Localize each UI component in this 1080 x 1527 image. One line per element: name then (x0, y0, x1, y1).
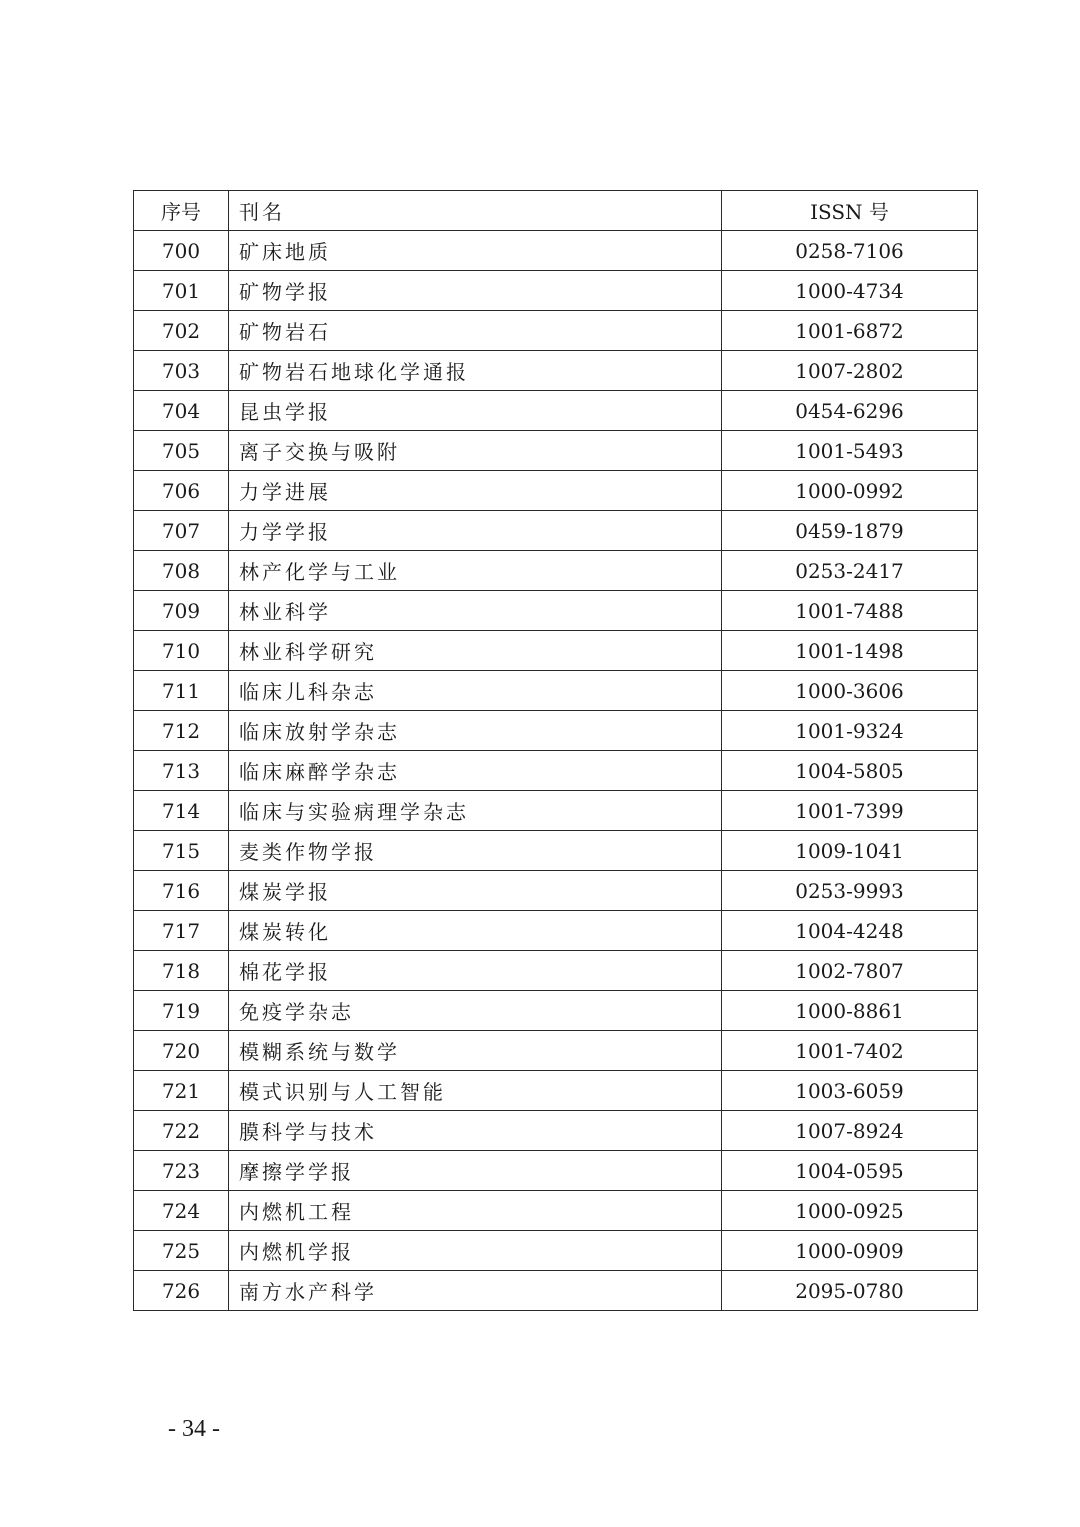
cell-journal-name: 煤炭转化 (229, 911, 722, 951)
cell-issn: 0258-7106 (722, 231, 978, 271)
cell-issn: 1001-7399 (722, 791, 978, 831)
cell-journal-name: 内燃机学报 (229, 1231, 722, 1271)
cell-journal-name: 临床儿科杂志 (229, 671, 722, 711)
cell-issn: 0253-9993 (722, 871, 978, 911)
cell-issn: 1001-7402 (722, 1031, 978, 1071)
table-row (134, 551, 978, 591)
cell-serial-number: 715 (134, 831, 229, 871)
table-row (134, 911, 978, 951)
cell-issn: 2095-0780 (722, 1271, 978, 1311)
cell-journal-name: 林业科学 (229, 591, 722, 631)
cell-journal-name: 临床麻醉学杂志 (229, 751, 722, 791)
cell-serial-number: 710 (134, 631, 229, 671)
cell-issn: 1001-1498 (722, 631, 978, 671)
cell-journal-name: 南方水产科学 (229, 1271, 722, 1311)
cell-journal-name: 煤炭学报 (229, 871, 722, 911)
cell-serial-number: 705 (134, 431, 229, 471)
cell-issn: 1009-1041 (722, 831, 978, 871)
cell-serial-number: 713 (134, 751, 229, 791)
table-row (134, 471, 978, 511)
cell-issn: 1000-0992 (722, 471, 978, 511)
cell-serial-number: 723 (134, 1151, 229, 1191)
cell-serial-number: 722 (134, 1111, 229, 1151)
cell-issn: 1000-8861 (722, 991, 978, 1031)
page-number: - 34 - (168, 1416, 220, 1442)
table-row (134, 751, 978, 791)
table-row (134, 671, 978, 711)
cell-serial-number: 706 (134, 471, 229, 511)
cell-serial-number: 717 (134, 911, 229, 951)
cell-issn: 1001-9324 (722, 711, 978, 751)
cell-serial-number: 716 (134, 871, 229, 911)
cell-issn: 1001-7488 (722, 591, 978, 631)
cell-serial-number: 703 (134, 351, 229, 391)
cell-journal-name: 离子交换与吸附 (229, 431, 722, 471)
cell-journal-name: 矿物岩石 (229, 311, 722, 351)
cell-journal-name: 模糊系统与数学 (229, 1031, 722, 1071)
table-row (134, 351, 978, 391)
table-row (134, 991, 978, 1031)
cell-journal-name: 矿物岩石地球化学通报 (229, 351, 722, 391)
cell-issn: 1003-6059 (722, 1071, 978, 1111)
table-row (134, 1031, 978, 1071)
table-header-row (134, 191, 978, 231)
header-issn: ISSN 号 (722, 191, 978, 231)
table-row (134, 831, 978, 871)
cell-serial-number: 700 (134, 231, 229, 271)
cell-issn: 1004-4248 (722, 911, 978, 951)
cell-journal-name: 膜科学与技术 (229, 1111, 722, 1151)
cell-issn: 1007-2802 (722, 351, 978, 391)
cell-journal-name: 矿床地质 (229, 231, 722, 271)
header-journal-name: 刊名 (229, 191, 722, 231)
cell-serial-number: 720 (134, 1031, 229, 1071)
cell-issn: 1004-0595 (722, 1151, 978, 1191)
cell-journal-name: 内燃机工程 (229, 1191, 722, 1231)
cell-issn: 1000-3606 (722, 671, 978, 711)
table-row (134, 1111, 978, 1151)
cell-serial-number: 718 (134, 951, 229, 991)
table-row (134, 271, 978, 311)
cell-issn: 1004-5805 (722, 751, 978, 791)
table-row (134, 591, 978, 631)
table-row (134, 231, 978, 271)
cell-serial-number: 711 (134, 671, 229, 711)
cell-issn: 1001-6872 (722, 311, 978, 351)
cell-issn: 1000-0925 (722, 1191, 978, 1231)
table-body (134, 231, 978, 1311)
table-row (134, 311, 978, 351)
table-row (134, 791, 978, 831)
table-row (134, 391, 978, 431)
cell-journal-name: 林产化学与工业 (229, 551, 722, 591)
table-row (134, 1271, 978, 1311)
cell-serial-number: 719 (134, 991, 229, 1031)
table-row (134, 1151, 978, 1191)
cell-serial-number: 708 (134, 551, 229, 591)
cell-serial-number: 712 (134, 711, 229, 751)
cell-serial-number: 702 (134, 311, 229, 351)
cell-serial-number: 704 (134, 391, 229, 431)
cell-serial-number: 701 (134, 271, 229, 311)
cell-journal-name: 林业科学研究 (229, 631, 722, 671)
journal-table (133, 190, 978, 1311)
cell-journal-name: 摩擦学学报 (229, 1151, 722, 1191)
cell-issn: 1002-7807 (722, 951, 978, 991)
cell-serial-number: 707 (134, 511, 229, 551)
cell-serial-number: 714 (134, 791, 229, 831)
cell-journal-name: 免疫学杂志 (229, 991, 722, 1031)
cell-issn: 1007-8924 (722, 1111, 978, 1151)
table-row (134, 1191, 978, 1231)
cell-journal-name: 临床放射学杂志 (229, 711, 722, 751)
cell-journal-name: 矿物学报 (229, 271, 722, 311)
cell-issn: 0454-6296 (722, 391, 978, 431)
table-row (134, 631, 978, 671)
cell-serial-number: 725 (134, 1231, 229, 1271)
table-row (134, 951, 978, 991)
cell-journal-name: 力学进展 (229, 471, 722, 511)
cell-journal-name: 模式识别与人工智能 (229, 1071, 722, 1111)
cell-issn: 0253-2417 (722, 551, 978, 591)
cell-issn: 1000-4734 (722, 271, 978, 311)
cell-issn: 1000-0909 (722, 1231, 978, 1271)
header-serial-number: 序号 (134, 191, 229, 231)
cell-serial-number: 726 (134, 1271, 229, 1311)
table-row (134, 1071, 978, 1111)
cell-journal-name: 棉花学报 (229, 951, 722, 991)
cell-journal-name: 临床与实验病理学杂志 (229, 791, 722, 831)
table-row (134, 431, 978, 471)
cell-serial-number: 724 (134, 1191, 229, 1231)
cell-serial-number: 709 (134, 591, 229, 631)
table-row (134, 511, 978, 551)
cell-journal-name: 昆虫学报 (229, 391, 722, 431)
cell-serial-number: 721 (134, 1071, 229, 1111)
table-row (134, 871, 978, 911)
table-row (134, 1231, 978, 1271)
cell-journal-name: 力学学报 (229, 511, 722, 551)
table-row (134, 711, 978, 751)
cell-issn: 1001-5493 (722, 431, 978, 471)
cell-journal-name: 麦类作物学报 (229, 831, 722, 871)
cell-issn: 0459-1879 (722, 511, 978, 551)
